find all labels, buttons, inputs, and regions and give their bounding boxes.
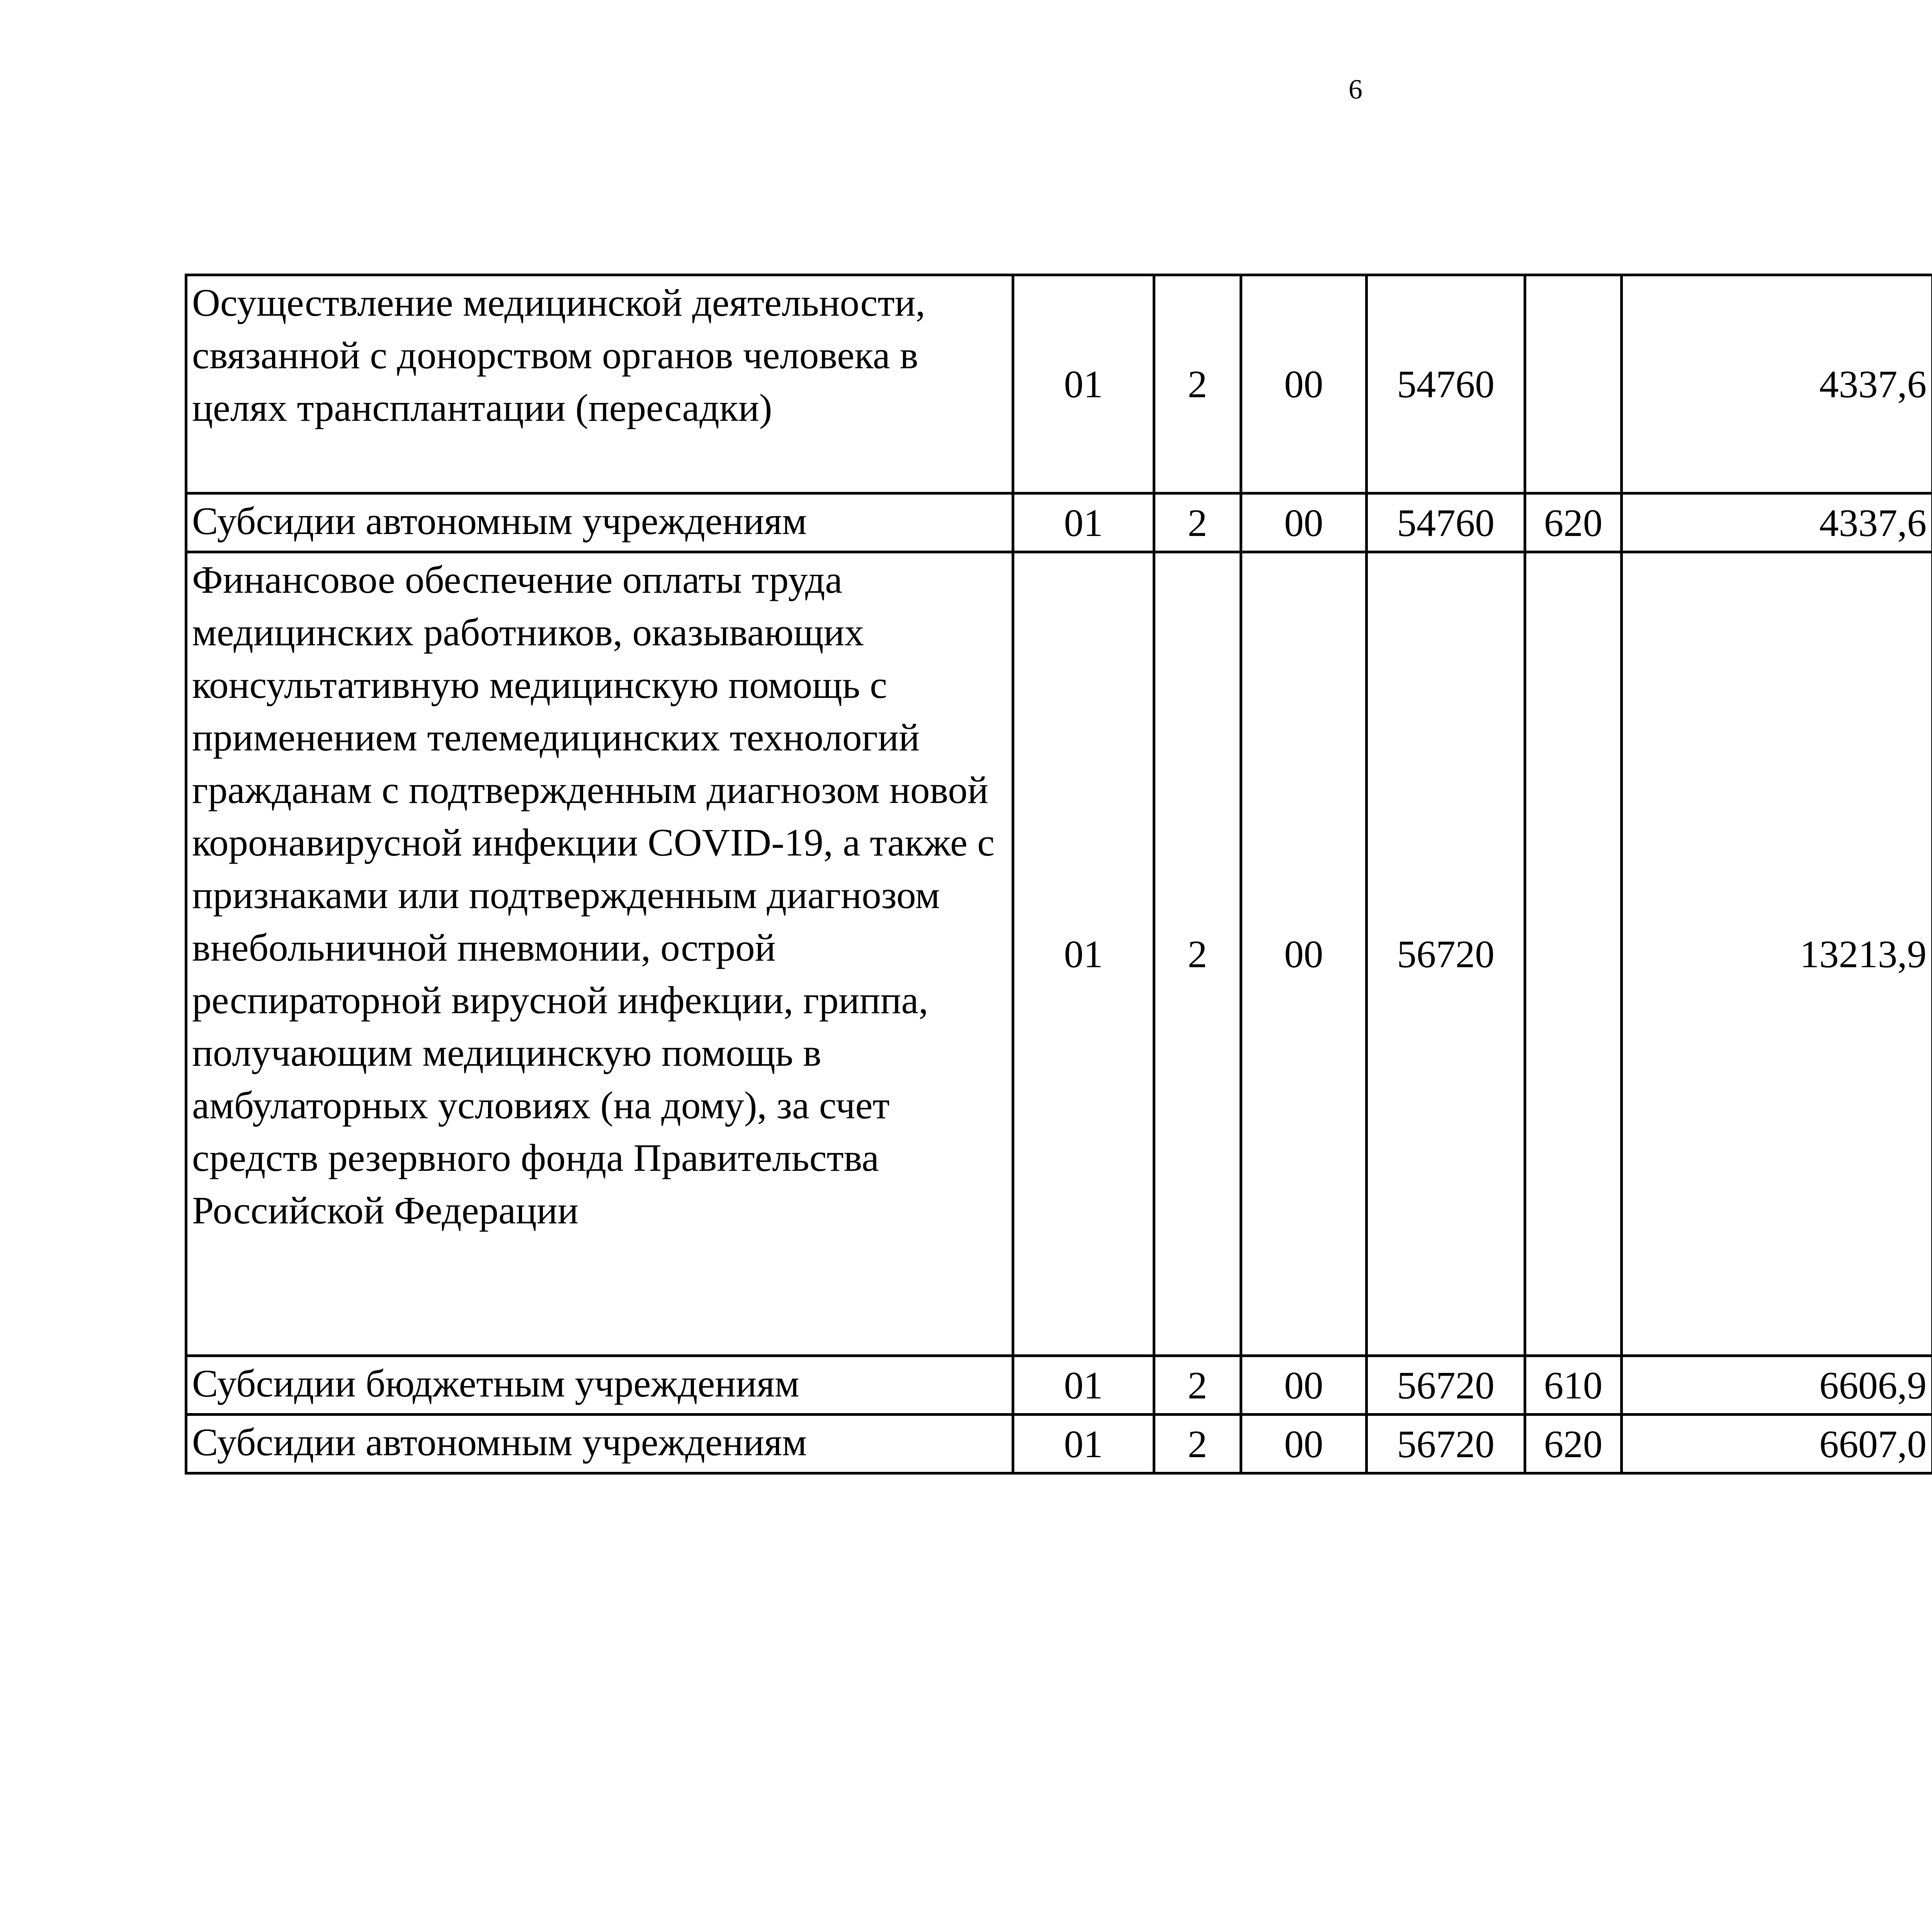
- program-code: 2: [1154, 1415, 1241, 1473]
- subprogram-code: 00: [1241, 493, 1367, 552]
- program-code: 2: [1154, 552, 1241, 1356]
- section-code: 01: [1013, 493, 1154, 552]
- amount-year-1: 13213,9: [1622, 552, 1932, 1356]
- expense-type-code: 610: [1525, 1356, 1622, 1415]
- section-code: 01: [1013, 1415, 1154, 1473]
- amount-year-1: 4337,6: [1622, 493, 1932, 552]
- direction-code: 56720: [1367, 1356, 1525, 1415]
- expense-type-code: 620: [1525, 493, 1622, 552]
- row-name: Субсидии бюджетным учреждениям: [186, 1356, 1013, 1415]
- table-row: [186, 1356, 1932, 1415]
- page-number: 6: [1349, 74, 1362, 105]
- program-code: 2: [1154, 1356, 1241, 1415]
- expense-type-code: [1525, 275, 1622, 493]
- expense-type-code: 620: [1525, 1415, 1622, 1473]
- direction-code: 56720: [1367, 552, 1525, 1356]
- amount-year-1: 4337,6: [1622, 275, 1932, 493]
- table-row: [186, 275, 1932, 493]
- section-code: 01: [1013, 275, 1154, 493]
- table-row: [186, 552, 1932, 1356]
- row-name: Осуществление медицинской деятельности, связанной с донорством органов человека в целях трансплантации (пересадки): [186, 275, 1013, 493]
- expense-type-code: [1525, 552, 1622, 1356]
- budget-table: [185, 274, 1932, 1475]
- program-code: 2: [1154, 275, 1241, 493]
- direction-code: 54760: [1367, 275, 1525, 493]
- row-name: Финансовое обеспечение оплаты труда медицинских работников, оказывающих консультативную медицинскую помощь с применением телемедицинских технологий гражданам с подтвержденным диагнозом новой коронавирусной инфекции COVID-19, а также с признаками или подтвержденным диагнозом внебольничной пневмонии, острой респираторной вирусной инфекции, гриппа, получающим медицинскую помощь в амбулаторных условиях (на дому), за счет средств резервного фонда Правительства Российской Федерации: [186, 552, 1013, 1356]
- subprogram-code: 00: [1241, 552, 1367, 1356]
- row-name: Субсидии автономным учреждениям: [186, 1415, 1013, 1473]
- direction-code: 56720: [1367, 1415, 1525, 1473]
- subprogram-code: 00: [1241, 275, 1367, 493]
- subprogram-code: 00: [1241, 1356, 1367, 1415]
- amount-year-1: 6607,0: [1622, 1415, 1932, 1473]
- table-row: [186, 493, 1932, 552]
- subprogram-code: 00: [1241, 1415, 1367, 1473]
- table-row: [186, 1415, 1932, 1473]
- section-code: 01: [1013, 1356, 1154, 1415]
- direction-code: 54760: [1367, 493, 1525, 552]
- amount-year-1: 6606,9: [1622, 1356, 1932, 1415]
- row-name: Субсидии автономным учреждениям: [186, 493, 1013, 552]
- section-code: 01: [1013, 552, 1154, 1356]
- program-code: 2: [1154, 493, 1241, 552]
